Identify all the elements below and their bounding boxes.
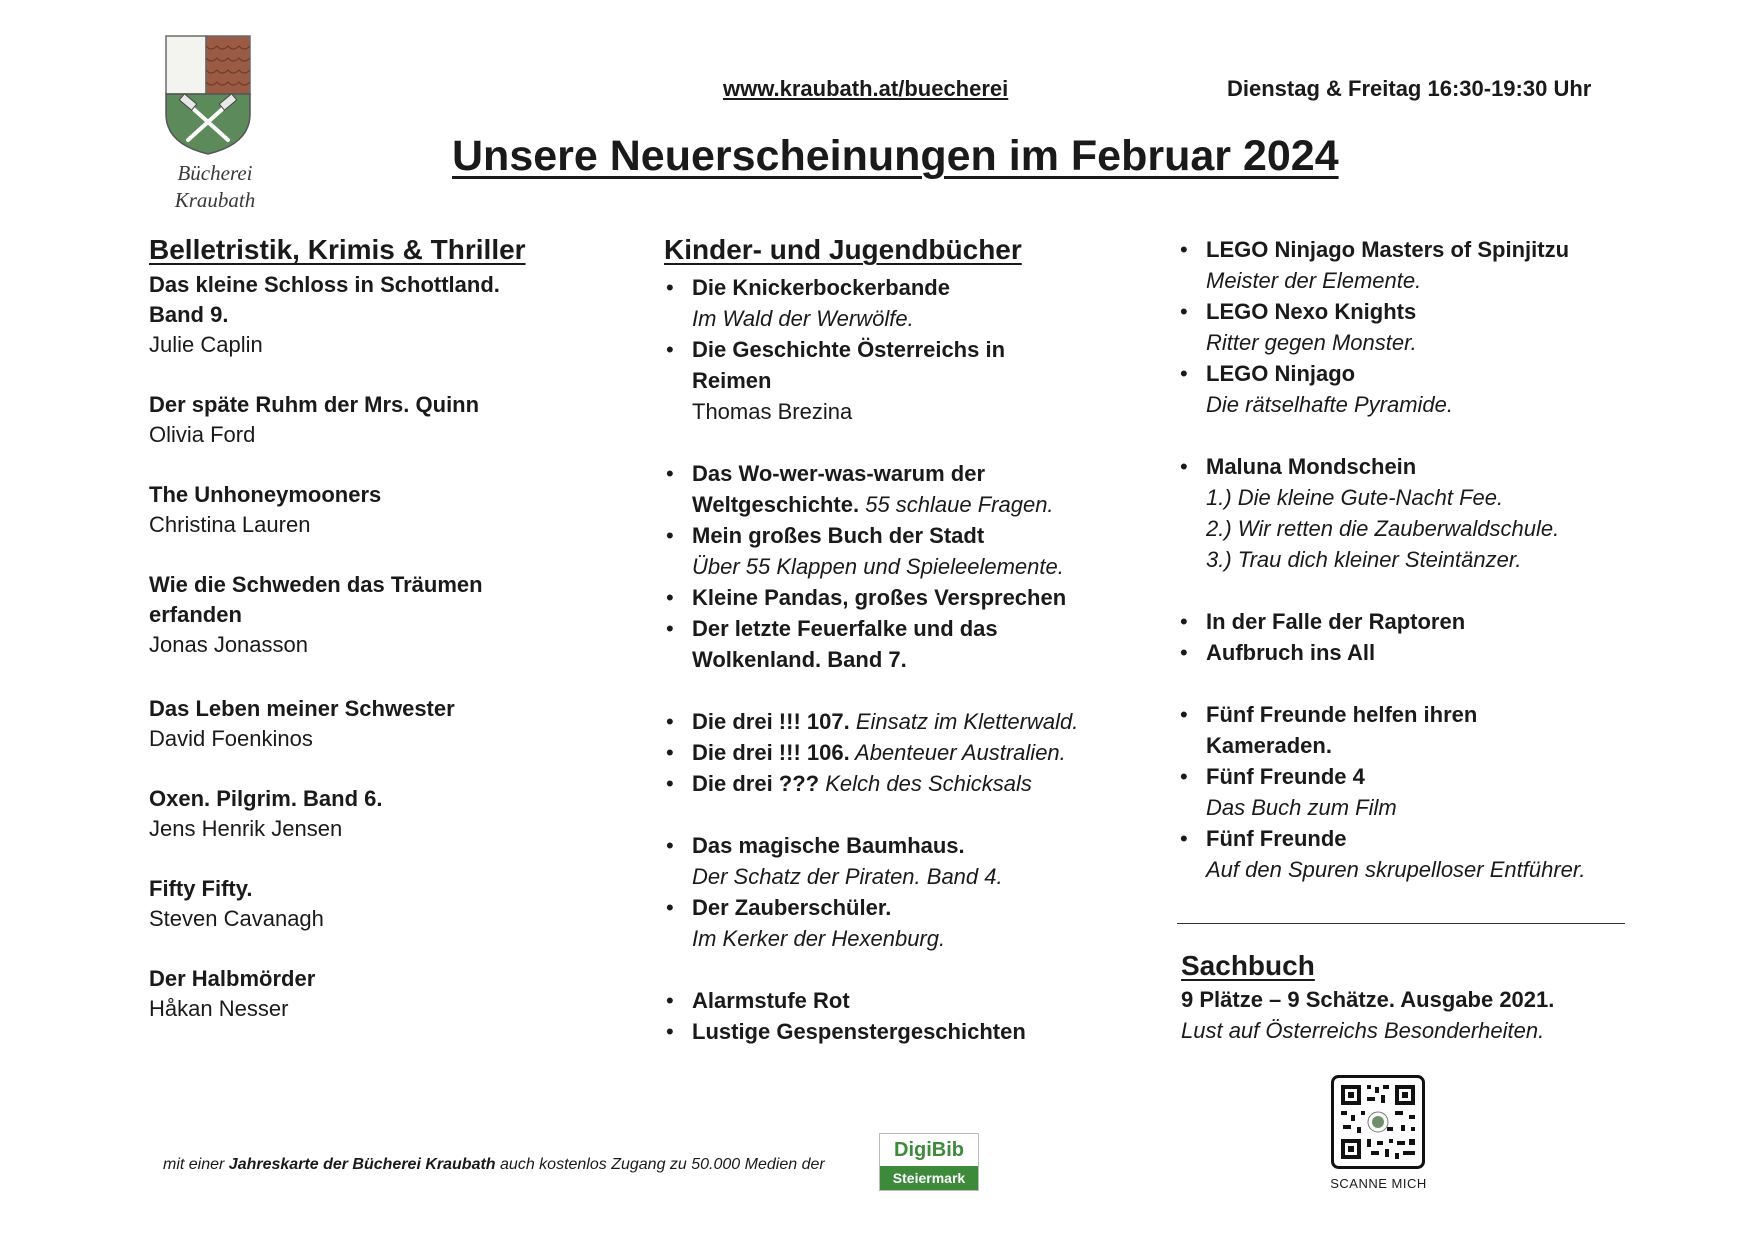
book-entry xyxy=(149,964,629,1024)
item-subtitle: Der Schatz der Piraten. Band 4. xyxy=(692,864,1003,889)
qr-code-icon[interactable] xyxy=(1331,1075,1425,1169)
book-author: Håkan Nesser xyxy=(149,996,289,1021)
bullet-icon: • xyxy=(666,988,674,1013)
item-title: Fünf Freunde helfen ihren xyxy=(1206,702,1478,727)
book-entry xyxy=(149,570,629,660)
bullet-icon: • xyxy=(1180,826,1188,851)
item-title: Kleine Pandas, großes Versprechen xyxy=(692,585,1067,610)
footer-text-part: auch kostenlos Zugang zu 50.000 Medien der xyxy=(495,1156,825,1173)
digibib-logo[interactable] xyxy=(879,1133,979,1191)
bullet-icon: • xyxy=(1180,361,1188,386)
item-title: 9 Plätze – 9 Schätze. Ausgabe 2021. xyxy=(1181,987,1555,1012)
book-entry xyxy=(149,694,629,754)
website-link[interactable]: www.kraubath.at/buecherei xyxy=(723,76,1009,101)
item-title: Die Knickerbockerbande xyxy=(692,275,950,300)
item-title: Lustige Gespenstergeschichten xyxy=(692,1019,1026,1044)
item-title: Das Wo-wer-was-warum der xyxy=(692,461,986,486)
bullet-icon: • xyxy=(1180,702,1188,727)
list-item xyxy=(664,1016,1134,1047)
bullet-icon: • xyxy=(1180,237,1188,262)
footer-text xyxy=(163,1156,825,1174)
logo-text-line2: Kraubath xyxy=(174,188,256,212)
book-entry xyxy=(149,270,629,360)
item-subtitle: Auf den Spuren skrupelloser Entführer. xyxy=(1206,857,1586,882)
list-item xyxy=(664,613,1134,675)
logo-text-line1: Bücherei xyxy=(177,161,253,185)
logo-text xyxy=(150,160,280,214)
belletristik-heading: Belletristik, Krimis & Thriller xyxy=(149,234,526,265)
qr-label: SCANNE MICH xyxy=(1330,1176,1427,1191)
list-item xyxy=(664,272,1134,334)
book-author: Christina Lauren xyxy=(149,512,311,537)
item-subtitle: Lust auf Österreichs Besonderheiten. xyxy=(1181,1018,1545,1043)
book-entry xyxy=(149,390,629,450)
item-subtitle: Kelch des Schicksals xyxy=(819,771,1032,796)
digibib-logo-line1: DigiBib xyxy=(894,1138,964,1161)
book-entry xyxy=(149,784,629,844)
item-subtitle: 55 schlaue Fragen. xyxy=(859,492,1054,517)
bullet-icon: • xyxy=(666,740,674,765)
book-author: Julie Caplin xyxy=(149,332,263,357)
item-title: Der letzte Feuerfalke und das xyxy=(692,616,998,641)
list-item xyxy=(1178,699,1658,761)
book-title: Fifty Fifty. xyxy=(149,876,253,901)
book-author: Steven Cavanagh xyxy=(149,906,324,931)
book-author: Jens Henrik Jensen xyxy=(149,816,343,841)
book-title: Der Halbmörder xyxy=(149,966,316,991)
item-title: Mein großes Buch der Stadt xyxy=(692,523,985,548)
list-item xyxy=(664,706,1134,737)
section-divider xyxy=(1177,923,1625,924)
kinder-section-continued xyxy=(1178,234,1658,885)
coat-of-arms-icon xyxy=(158,32,268,162)
sachbuch-section xyxy=(1181,950,1651,1046)
book-title: Wie die Schweden das Träumen xyxy=(149,572,483,597)
item-title: Die Geschichte Österreichs in xyxy=(692,337,1006,362)
book-title: Band 9. xyxy=(149,302,229,327)
item-title: Wolkenland. Band 7. xyxy=(692,647,907,672)
book-title: erfanden xyxy=(149,602,242,627)
list-item xyxy=(1178,451,1658,575)
item-title: Fünf Freunde xyxy=(1206,826,1347,851)
bullet-icon: • xyxy=(666,709,674,734)
bullet-icon: • xyxy=(666,337,674,362)
item-title: Kameraden. xyxy=(1206,733,1332,758)
item-title: Aufbruch ins All xyxy=(1206,640,1376,665)
item-subtitle: Im Kerker der Hexenburg. xyxy=(692,926,946,951)
list-item xyxy=(1178,637,1658,668)
opening-hours: Dienstag & Freitag 16:30-19:30 Uhr xyxy=(1227,76,1592,101)
bullet-icon: • xyxy=(666,585,674,610)
numbered-subitem: 3.) Trau dich kleiner Steintänzer. xyxy=(1206,547,1522,572)
item-title: LEGO Nexo Knights xyxy=(1206,299,1417,324)
item-subtitle: Abenteuer Australien. xyxy=(849,740,1066,765)
kinder-section xyxy=(664,234,1134,1047)
item-title: Reimen xyxy=(692,368,772,393)
list-item xyxy=(664,830,1134,892)
item-title: Maluna Mondschein xyxy=(1206,454,1417,479)
bullet-icon: • xyxy=(666,275,674,300)
item-title: Das magische Baumhaus. xyxy=(692,833,965,858)
bullet-icon: • xyxy=(1180,640,1188,665)
kinder-heading: Kinder- und Jugendbücher xyxy=(664,234,1022,265)
list-item xyxy=(1178,234,1658,296)
list-item xyxy=(664,768,1134,799)
list-item xyxy=(1178,823,1658,885)
bullet-icon: • xyxy=(666,895,674,920)
bullet-icon: • xyxy=(666,616,674,641)
bullet-icon: • xyxy=(666,1019,674,1044)
item-title: Fünf Freunde 4 xyxy=(1206,764,1365,789)
book-author: Olivia Ford xyxy=(149,422,256,447)
footer-text-part: mit einer xyxy=(163,1156,229,1173)
item-title: Die drei ??? xyxy=(692,771,820,796)
item-title: LEGO Ninjago Masters of Spinjitzu xyxy=(1206,237,1570,262)
book-title: Der späte Ruhm der Mrs. Quinn xyxy=(149,392,480,417)
bullet-icon: • xyxy=(666,771,674,796)
numbered-subitem: 2.) Wir retten die Zauberwaldschule. xyxy=(1206,516,1560,541)
list-item xyxy=(664,334,1134,427)
list-item xyxy=(1178,606,1658,637)
item-title: Weltgeschichte. xyxy=(692,492,860,517)
item-subtitle: Einsatz im Kletterwald. xyxy=(849,709,1079,734)
book-author: Jonas Jonasson xyxy=(149,632,308,657)
digibib-logo-line2: Steiermark xyxy=(880,1166,978,1190)
numbered-subitem: 1.) Die kleine Gute-Nacht Fee. xyxy=(1206,485,1504,510)
book-title: Das Leben meiner Schwester xyxy=(149,696,455,721)
list-item xyxy=(664,582,1134,613)
list-item xyxy=(664,520,1134,582)
book-entry xyxy=(149,480,629,540)
list-item xyxy=(1178,761,1658,823)
item-author: Thomas Brezina xyxy=(692,399,853,424)
bullet-icon: • xyxy=(666,833,674,858)
list-item xyxy=(664,737,1134,768)
book-entry xyxy=(149,874,629,934)
item-title: Der Zauberschüler. xyxy=(692,895,892,920)
bullet-icon: • xyxy=(666,461,674,486)
item-subtitle: Das Buch zum Film xyxy=(1206,795,1397,820)
book-title: Das kleine Schloss in Schottland. xyxy=(149,272,500,297)
item-subtitle: Im Wald der Werwölfe. xyxy=(692,306,914,331)
item-title: Die drei !!! 106. xyxy=(692,740,850,765)
footer-text-part: Jahreskarte der Bücherei Kraubath xyxy=(228,1156,496,1173)
list-item xyxy=(664,458,1134,520)
book-title: The Unhoneymooners xyxy=(149,482,382,507)
item-subtitle: Ritter gegen Monster. xyxy=(1206,330,1417,355)
page-title: Unsere Neuerscheinungen im Februar 2024 xyxy=(452,132,1339,180)
list-item xyxy=(1178,358,1658,420)
list-item xyxy=(664,892,1134,954)
item-title: Die drei !!! 107. xyxy=(692,709,850,734)
item-subtitle: Über 55 Klappen und Spieleelemente. xyxy=(692,554,1064,579)
item-subtitle: Meister der Elemente. xyxy=(1206,268,1422,293)
item-title: Alarmstufe Rot xyxy=(692,988,850,1013)
item-title: In der Falle der Raptoren xyxy=(1206,609,1466,634)
item-subtitle: Die rätselhafte Pyramide. xyxy=(1206,392,1453,417)
list-item xyxy=(1178,296,1658,358)
book-title: Oxen. Pilgrim. Band 6. xyxy=(149,786,383,811)
bullet-icon: • xyxy=(1180,609,1188,634)
item-title: LEGO Ninjago xyxy=(1206,361,1356,386)
book-author: David Foenkinos xyxy=(149,726,313,751)
sachbuch-heading: Sachbuch xyxy=(1181,950,1315,981)
bullet-icon: • xyxy=(1180,764,1188,789)
belletristik-section xyxy=(149,234,629,1024)
bullet-icon: • xyxy=(666,523,674,548)
bullet-icon: • xyxy=(1180,454,1188,479)
bullet-icon: • xyxy=(1180,299,1188,324)
list-item xyxy=(664,985,1134,1016)
